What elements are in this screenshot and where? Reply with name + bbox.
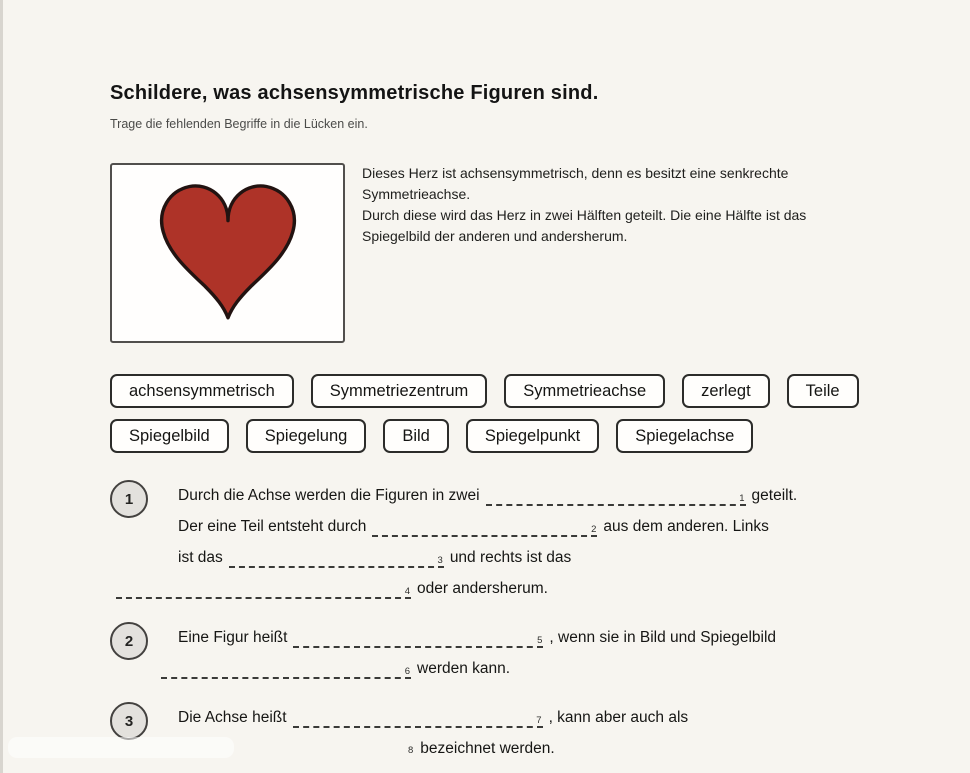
question-text: oder andersherum. <box>417 579 548 597</box>
question-text: , wenn sie in Bild und Spiegelbild <box>549 628 777 646</box>
gap-number-2: 2 <box>591 523 597 535</box>
question-line <box>408 733 910 764</box>
heart-shape <box>161 186 294 318</box>
word-bank-row-1 <box>110 374 859 408</box>
gap-number-5: 5 <box>537 634 543 646</box>
word-chip-symmetrieachse[interactable]: Symmetrieachse <box>504 374 665 408</box>
page-left-edge <box>0 0 3 773</box>
gap-blank-2[interactable] <box>372 518 597 537</box>
question-text: Durch die Achse werden die Figuren in zwei <box>178 486 480 504</box>
gap-number-7: 7 <box>536 714 542 726</box>
questions <box>110 480 910 773</box>
question-line <box>178 511 910 542</box>
page-title: Schildere, was achsensymmetrische Figuren sind. <box>110 82 599 104</box>
example-description-line: Durch diese wird das Herz in zwei Hälften geteilt. Die eine Hälfte ist das <box>362 207 807 223</box>
question-number-badge-3: 3 <box>110 702 148 740</box>
question-line <box>110 573 910 604</box>
question-text: geteilt. <box>751 486 798 504</box>
gap-blank-1[interactable] <box>486 487 746 506</box>
gap-blank-7[interactable] <box>293 709 543 728</box>
question-text: aus dem anderen. Links <box>603 517 769 535</box>
gap-blank-6[interactable] <box>161 660 411 679</box>
word-chip-bild[interactable]: Bild <box>383 419 449 453</box>
word-chip-teile[interactable]: Teile <box>787 374 859 408</box>
word-chip-spiegelachse[interactable]: Spiegelachse <box>616 419 753 453</box>
question-number-badge-1: 1 <box>110 480 148 518</box>
question-line <box>178 622 910 653</box>
question-line <box>178 702 910 733</box>
question-2 <box>110 622 910 684</box>
word-chip-symmetriezentrum[interactable]: Symmetriezentrum <box>311 374 487 408</box>
question-line <box>178 480 910 511</box>
word-chip-zerlegt[interactable]: zerlegt <box>682 374 770 408</box>
gap-number-4: 4 <box>404 585 410 597</box>
question-1 <box>110 480 910 604</box>
question-text: , kann aber auch als <box>548 708 689 726</box>
example-description-line: Dieses Herz ist achsensymmetrisch, denn es besitzt eine senkrechte <box>362 165 789 181</box>
gap-number-3: 3 <box>437 554 443 566</box>
question-text: Eine Figur heißt <box>178 628 288 646</box>
gap-blank-5[interactable] <box>293 629 543 648</box>
word-chip-achsensymmetrisch[interactable]: achsensymmetrisch <box>110 374 294 408</box>
example-description-line: Symmetrieachse. <box>362 186 471 202</box>
question-text: ist das <box>178 548 223 566</box>
gap-number-8[interactable]: 8 <box>408 744 414 756</box>
word-chip-spiegelpunkt[interactable]: Spiegelpunkt <box>466 419 599 453</box>
question-number-badge-2: 2 <box>110 622 148 660</box>
word-chip-spiegelbild[interactable]: Spiegelbild <box>110 419 229 453</box>
question-line <box>178 542 910 573</box>
word-bank-row-2 <box>110 419 859 453</box>
gap-blank-4[interactable] <box>116 580 411 599</box>
question-text: Die Achse heißt <box>178 708 287 726</box>
question-text: bezeichnet werden. <box>420 739 555 757</box>
gap-blank-3[interactable] <box>229 549 444 568</box>
question-line <box>155 653 910 684</box>
word-bank <box>110 374 859 453</box>
example-description-line: Spiegelbild der anderen und andersherum. <box>362 228 628 244</box>
question-text: und rechts ist das <box>449 548 572 566</box>
word-chip-spiegelung[interactable]: Spiegelung <box>246 419 367 453</box>
question-text: werden kann. <box>417 659 511 677</box>
page-subtitle: Trage die fehlenden Begriffe in die Lücken ein. <box>110 117 368 131</box>
example-description <box>362 163 882 247</box>
heart-image <box>147 176 309 330</box>
example-image-frame <box>110 163 345 343</box>
gap-number-1: 1 <box>739 492 745 504</box>
faded-highlight <box>8 737 234 758</box>
question-text: Der eine Teil entsteht durch <box>178 517 367 535</box>
gap-number-6: 6 <box>404 665 410 677</box>
